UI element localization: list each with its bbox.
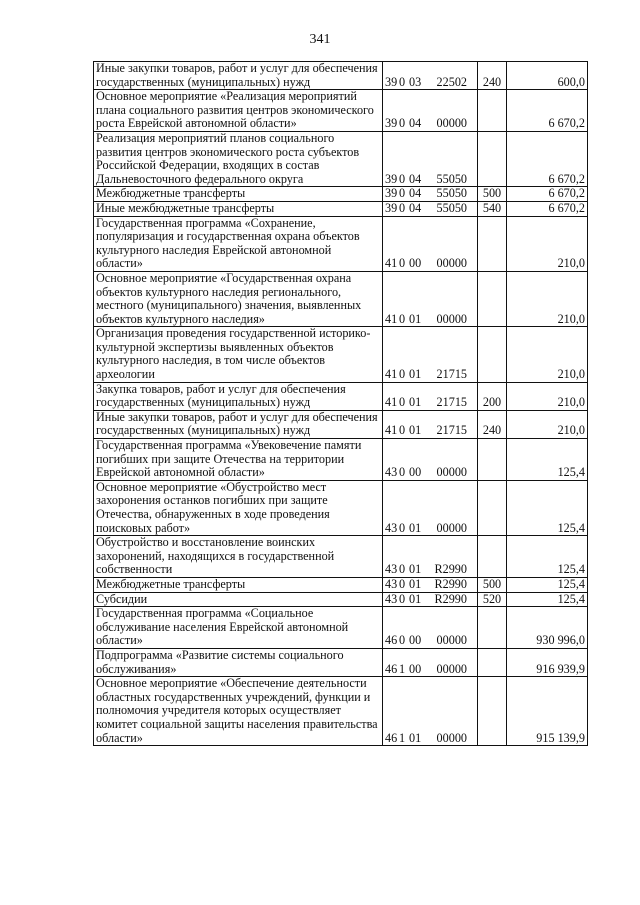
row-name: Государственная программа «Сохранение, популяризация и государственная охрана объектов культурного наследия Еврейской автономной области» (94, 216, 383, 271)
row-expense-type (478, 216, 507, 271)
code-part: 0 (399, 186, 406, 201)
row-expense-type (478, 90, 507, 132)
code-part: 00 (409, 633, 422, 648)
code-part: 0 (399, 395, 406, 410)
table-row (94, 480, 588, 535)
code-part: 01 (409, 730, 422, 745)
table-row (94, 216, 588, 271)
code-part: 00000 (436, 661, 467, 676)
row-expense-type (478, 607, 507, 649)
code-part: 00000 (436, 116, 467, 131)
row-expense-type (478, 131, 507, 186)
code-part: 41 (385, 256, 398, 271)
row-expense-type: 200 (478, 382, 507, 410)
code-part: 0 (399, 633, 406, 648)
code-part: 41 (385, 395, 398, 410)
table-row (94, 410, 588, 438)
row-code (383, 592, 478, 607)
row-name: Основное мероприятие «Реализация мероприятий плана социального развития центров экономического роста Еврейской автономной области» (94, 90, 383, 132)
row-name: Межбюджетные трансферты (94, 577, 383, 592)
row-expense-type: 500 (478, 577, 507, 592)
code-part: 03 (409, 74, 422, 89)
code-part: 46 (385, 633, 398, 648)
row-name: Основное мероприятие «Обустройство мест захоронения останков погибших при защите Отечества, обнаруженных в ходе проведения поисковых работ» (94, 480, 383, 535)
row-name: Организация проведения государственной историко-культурной экспертизы выявленных объектов культурного наследия, в том числе объектов археологии (94, 327, 383, 382)
row-code (383, 187, 478, 202)
code-part: R2990 (434, 591, 467, 606)
code-part: 01 (409, 591, 422, 606)
row-amount: 916 939,9 (507, 648, 588, 676)
row-code (383, 439, 478, 481)
code-part: 39 (385, 186, 398, 201)
code-part: R2990 (434, 562, 467, 577)
row-amount: 6 670,2 (507, 201, 588, 216)
table-row (94, 271, 588, 326)
row-code (383, 327, 478, 382)
row-amount: 600,0 (507, 62, 588, 90)
code-part: 00000 (436, 465, 467, 480)
row-name: Иные закупки товаров, работ и услуг для обеспечения государственных (муниципальных) нужд (94, 410, 383, 438)
code-part: 0 (399, 367, 406, 382)
table-row (94, 439, 588, 481)
code-part: 00 (409, 661, 422, 676)
row-amount: 125,4 (507, 577, 588, 592)
code-part: 43 (385, 520, 398, 535)
code-part: 01 (409, 311, 422, 326)
row-amount: 6 670,2 (507, 131, 588, 186)
code-part: 00000 (436, 633, 467, 648)
table-row (94, 607, 588, 649)
code-part: 0 (399, 520, 406, 535)
row-expense-type (478, 327, 507, 382)
row-code (383, 607, 478, 649)
code-part: 0 (399, 311, 406, 326)
row-code (383, 90, 478, 132)
row-name: Основное мероприятие «Государственная охрана объектов культурного наследия регионального, местного (муниципального) значения, выявленных объектов культурного наследия» (94, 271, 383, 326)
code-part: 04 (409, 116, 422, 131)
table-row (94, 187, 588, 202)
code-part: 00000 (436, 256, 467, 271)
table-row (94, 592, 588, 607)
code-part: 04 (409, 171, 422, 186)
row-amount: 125,4 (507, 480, 588, 535)
row-amount: 6 670,2 (507, 187, 588, 202)
code-part: 01 (409, 576, 422, 591)
code-part: 41 (385, 311, 398, 326)
row-expense-type (478, 480, 507, 535)
code-part: 01 (409, 395, 422, 410)
row-amount: 210,0 (507, 382, 588, 410)
code-part: 0 (399, 256, 406, 271)
row-expense-type (478, 536, 507, 578)
code-part: 43 (385, 591, 398, 606)
code-part: 01 (409, 367, 422, 382)
row-name: Иные закупки товаров, работ и услуг для обеспечения государственных (муниципальных) нужд (94, 62, 383, 90)
row-expense-type (478, 439, 507, 481)
row-expense-type (478, 271, 507, 326)
code-part: 1 (399, 661, 406, 676)
code-part: 00 (409, 465, 422, 480)
code-part: 00000 (436, 520, 467, 535)
row-amount: 6 670,2 (507, 90, 588, 132)
code-part: 22502 (436, 74, 467, 89)
code-part: 00 (409, 256, 422, 271)
row-code (383, 536, 478, 578)
code-part: 1 (399, 730, 406, 745)
row-code (383, 382, 478, 410)
code-part: 0 (399, 591, 406, 606)
code-part: 0 (399, 465, 406, 480)
row-expense-type (478, 648, 507, 676)
code-part: 0 (399, 171, 406, 186)
table-row (94, 62, 588, 90)
row-code (383, 216, 478, 271)
code-part: 43 (385, 465, 398, 480)
code-part: 41 (385, 423, 398, 438)
code-part: 55050 (436, 171, 467, 186)
code-part: 46 (385, 661, 398, 676)
code-part: 04 (409, 200, 422, 215)
code-part: 0 (399, 423, 406, 438)
row-code (383, 131, 478, 186)
row-code (383, 271, 478, 326)
row-amount: 125,4 (507, 592, 588, 607)
row-expense-type: 500 (478, 187, 507, 202)
code-part: 21715 (436, 395, 467, 410)
table-row (94, 201, 588, 216)
table-row (94, 677, 588, 746)
code-part: 21715 (436, 367, 467, 382)
code-part: 39 (385, 116, 398, 131)
row-amount: 210,0 (507, 410, 588, 438)
row-expense-type: 240 (478, 410, 507, 438)
code-part: 39 (385, 74, 398, 89)
row-expense-type: 540 (478, 201, 507, 216)
code-part: 00000 (436, 730, 467, 745)
table-row (94, 90, 588, 132)
code-part: 0 (399, 200, 406, 215)
code-part: 04 (409, 186, 422, 201)
code-part: 41 (385, 367, 398, 382)
code-part: 0 (399, 74, 406, 89)
code-part: 39 (385, 200, 398, 215)
row-expense-type: 520 (478, 592, 507, 607)
code-part: 46 (385, 730, 398, 745)
code-part: 43 (385, 562, 398, 577)
code-part: 39 (385, 171, 398, 186)
code-part: 01 (409, 562, 422, 577)
code-part: 0 (399, 562, 406, 577)
row-expense-type: 240 (478, 62, 507, 90)
code-part: 00000 (436, 311, 467, 326)
row-code (383, 577, 478, 592)
code-part: 0 (399, 116, 406, 131)
table-row (94, 577, 588, 592)
page-number: 341 (309, 32, 331, 47)
row-amount: 125,4 (507, 536, 588, 578)
table-row (94, 382, 588, 410)
row-expense-type (478, 677, 507, 746)
table-row (94, 648, 588, 676)
row-amount: 915 139,9 (507, 677, 588, 746)
row-name: Реализация мероприятий планов социального развития центров экономического роста субъектов Российской Федерации, входящих в состав Дальневосточного федерального округа (94, 131, 383, 186)
row-amount: 125,4 (507, 439, 588, 481)
row-amount: 210,0 (507, 216, 588, 271)
row-name: Подпрограмма «Развитие системы социального обслуживания» (94, 648, 383, 676)
row-amount: 210,0 (507, 271, 588, 326)
code-part: 43 (385, 576, 398, 591)
table-row (94, 536, 588, 578)
code-part: 01 (409, 423, 422, 438)
row-name: Обустройство и восстановление воинских захоронений, находящихся в государственной собственности (94, 536, 383, 578)
table-row (94, 131, 588, 186)
code-part: 01 (409, 520, 422, 535)
row-name: Субсидии (94, 592, 383, 607)
row-code (383, 410, 478, 438)
row-name: Закупка товаров, работ и услуг для обеспечения государственных (муниципальных) нужд (94, 382, 383, 410)
row-code (383, 677, 478, 746)
code-part: 0 (399, 576, 406, 591)
code-part: 55050 (436, 200, 467, 215)
row-code (383, 480, 478, 535)
row-code (383, 62, 478, 90)
row-amount: 930 996,0 (507, 607, 588, 649)
table-row (94, 327, 588, 382)
row-name: Государственная программа «Социальное обслуживание населения Еврейской автономной области» (94, 607, 383, 649)
row-name: Государственная программа «Увековечение памяти погибших при защите Отечества на территории Еврейской автономной области» (94, 439, 383, 481)
row-amount: 210,0 (507, 327, 588, 382)
row-name: Межбюджетные трансферты (94, 187, 383, 202)
row-code (383, 201, 478, 216)
code-part: R2990 (434, 576, 467, 591)
row-code (383, 648, 478, 676)
row-name: Основное мероприятие «Обеспечение деятельности областных государственных учреждений, функции и полномочия учредителя которых осуществляет комитет социальной защиты населения правительства области» (94, 677, 383, 746)
budget-table (93, 61, 588, 746)
code-part: 55050 (436, 186, 467, 201)
code-part: 21715 (436, 423, 467, 438)
row-name: Иные межбюджетные трансферты (94, 201, 383, 216)
